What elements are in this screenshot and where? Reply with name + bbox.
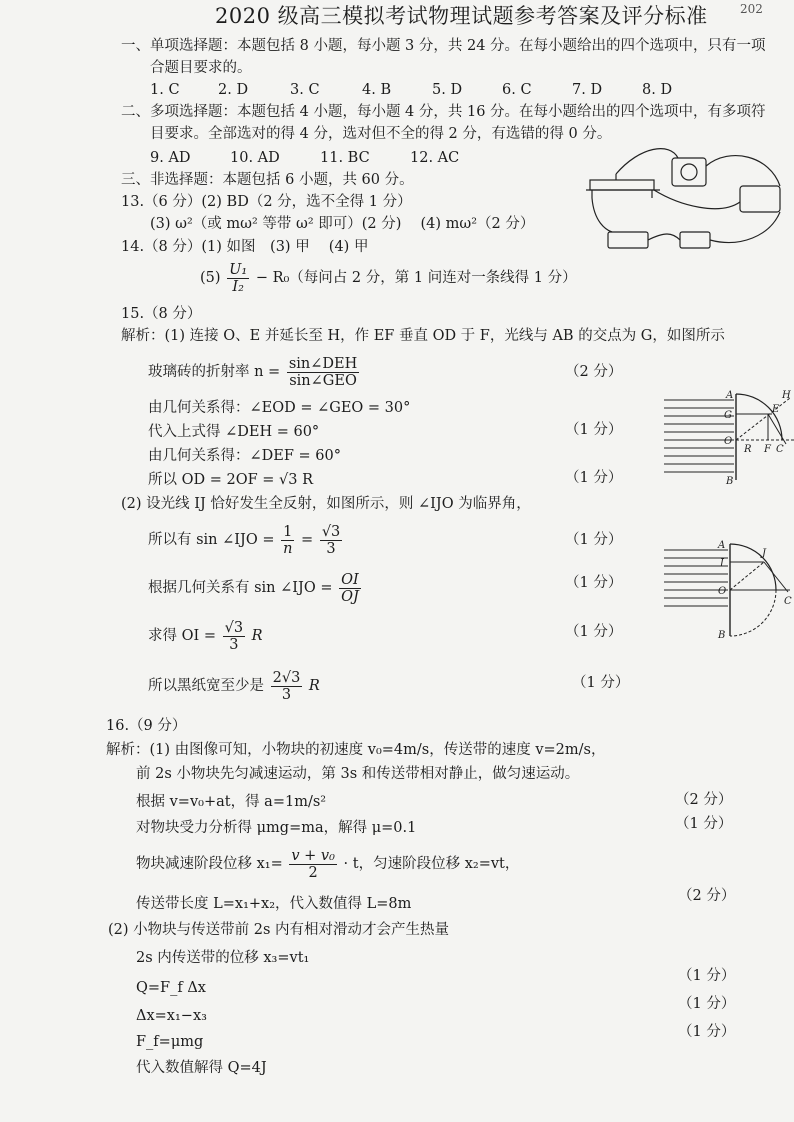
q14-part5 [200,260,577,296]
q15-l3-score: （1 分） [565,422,623,438]
q15-l9-num: 2√3 [272,669,301,686]
q15-l8-prefix: 求得 OI = [148,628,216,644]
q14-fraction-num: U₁ [229,261,248,278]
mc-answer-5: 5. D [432,82,463,98]
q15-geometry-eq [148,570,363,606]
q16-l8-score: （1 分） [678,968,736,984]
q16-l1: 解析：(1) 由图像可知，小物块的初速度 v₀=4m/s，传送带的速度 v=2m/s， [106,742,606,758]
q15-l6-score: （1 分） [565,532,623,548]
fig2-label-b: B [718,630,726,640]
multi-answer-12: 12. AC [410,150,460,166]
q15-l6-eq: = [301,532,314,548]
q16-l5-fraction [289,848,337,881]
q13-line1: 13.（6 分）(2) BD（2 分，选不全得 1 分） [121,194,412,210]
q15-l5: 所以 OD = 2OF = √3 R [148,472,314,488]
fig1-label-o: O [724,436,733,447]
q16-l5-den: 2 [308,864,318,881]
multi-answer-11: 11. BC [320,150,370,166]
circuit-apparatus-figure [580,136,794,266]
q15-analysis: 解析：(1) 连接 O、E 并延长至 H，作 EF 垂直 OD 于 F，光线与 AB 的交点为 G，如图所示 [121,328,725,344]
fig1-label-h: H [782,390,791,401]
q15-l1-prefix: 玻璃砖的折射率 n = [148,364,281,380]
mc-answer-6: 6. C [502,82,532,98]
multi-answer-9: 9. AD [150,150,191,166]
slide-rheostat-shape [590,180,654,190]
page-title: 2020 级高三模拟考试物理试题参考答案及评分标准 [215,4,708,28]
q14-part5-prefix: (5) [200,270,221,286]
fig1-label-b: B [726,476,734,487]
q16-part2: (2) 小物块与传送带前 2s 内有相对滑动才会产生热量 [108,922,450,938]
q15-l9-prefix: 所以黑纸宽至少是 [148,678,264,694]
fig2-label-o: O [718,586,727,597]
q15-l5-score: （1 分） [565,470,623,486]
q15-l8-suffix: R [251,628,263,644]
q15-part2: (2) 设光线 IJ 恰好发生全反射，如图所示，则 ∠IJO 为临界角， [121,496,531,512]
q15-heading: 15.（8 分） [121,306,202,322]
q16-l8: Q=F_f Δx [136,980,206,996]
q14-part5-suffix: − R₀（每问占 2 分，第 1 问连对一条线得 1 分） [255,270,577,286]
q16-l2: 前 2s 小物块先匀减速运动，第 3s 和传送带相对静止，做匀速运动。 [136,766,580,782]
q16-l7: 2s 内传送带的位移 x₃=vt₁ [136,950,310,966]
q16-l9: Δx=x₁−x₃ [136,1008,207,1024]
q15-l6-frac1 [281,524,294,557]
section2-intro-cont: 目要求。全部选对的得 4 分，选对但不全的得 2 分，有选错的得 0 分。 [150,126,612,142]
q13-line2: (3) ω²（或 mω² 等带 ω² 即可）(2 分) (4) mω²（2 分） [150,216,535,232]
switch-shape [608,232,648,248]
q16-l3: 根据 v=v₀+at，得 a=1m/s² [136,794,327,810]
q15-l1-den: sin∠GEO [289,372,357,389]
mc-answer-2: 2. D [218,82,249,98]
q14-fraction-den: I₂ [232,278,244,295]
fig1-label-f: F [764,444,771,455]
q15-l9-den: 3 [281,686,292,703]
q15-l7-prefix: 根据几何关系有 sin ∠IJO = [148,580,333,596]
q15-l6-n1: 1 [281,524,294,541]
q15-l6-prefix: 所以有 sin ∠IJO = [148,532,275,548]
q15-l9-score: （1 分） [572,675,630,691]
q15-l7-num: OI [339,572,361,589]
q16-l5-num: v + v₀ [291,847,335,864]
q16-l10-score: （1 分） [678,1024,736,1040]
mc-answer-1: 1. C [150,82,180,98]
q15-figure-2 [660,536,794,640]
meter-shape [672,158,706,186]
fig1-label-a: A [726,390,734,401]
q16-displacement-eq [136,846,519,882]
q14-fraction [227,262,249,295]
q15-width-eq [148,668,320,704]
q15-l6-d1: n [283,540,293,557]
q15-l7-den: OJ [341,588,359,605]
q16-l11: 代入数值解得 Q=4J [136,1060,267,1076]
q15-l6-n2: √3 [321,523,341,540]
q15-l6-d2: 3 [326,540,336,557]
q15-refraction-eq [148,354,361,390]
q15-oi-eq [148,618,263,654]
q15-l3: 代入上式得 ∠DEH = 60° [148,424,320,440]
fig2-label-c: C [784,596,792,607]
q15-sin-eq [148,522,344,558]
multi-answer-10: 10. AD [230,150,280,166]
q15-l9-fraction [271,670,303,703]
q15-l2: 由几何关系得：∠EOD = ∠GEO = 30° [148,400,411,416]
q15-l9-suffix: R [308,678,320,694]
fig1-label-e: E [772,404,780,415]
mc-answer-3: 3. C [290,82,320,98]
q14-line1: 14.（8 分）(1) 如图 (3) 甲 (4) 甲 [121,239,369,255]
q16-l10: F_f=μmg [136,1034,204,1050]
corner-text: 202 [740,2,763,16]
section3-intro: 三、非选择题：本题包括 6 小题，共 60 分。 [121,172,414,188]
q16-l6-score: （2 分） [678,888,736,904]
resistor-box-shape [680,232,710,248]
q15-l8-score: （1 分） [565,624,623,640]
mc-answer-7: 7. D [572,82,603,98]
q16-l4-score: （1 分） [675,816,733,832]
fig1-label-c: C [776,444,784,455]
q16-l6: 传送带长度 L=x₁+x₂，代入数值得 L=8m [136,896,412,912]
q16-l4: 对物块受力分析得 μmg=ma，解得 μ=0.1 [136,820,417,836]
mc-answer-4: 4. B [362,82,392,98]
q16-l5-prefix: 物块减速阶段位移 x₁= [136,856,283,872]
q15-figure-1 [660,384,794,488]
fig1-label-g: G [724,410,732,421]
q15-l6-frac2 [320,524,342,557]
q15-l4: 由几何关系得：∠DEF = 60° [148,448,341,464]
fig2-label-i: I [720,558,724,569]
q15-l8-den: 3 [229,636,239,653]
q15-l1-num: sin∠DEH [288,355,358,372]
q15-l8-num: √3 [224,619,244,636]
section1-intro-cont: 合题目要求的。 [150,60,252,76]
q15-l1-score: （2 分） [565,364,623,380]
q16-l5-suffix: · t，匀速阶段位移 x₂=vt， [343,856,520,872]
mc-answer-8: 8. D [642,82,673,98]
power-supply-shape [740,186,780,212]
q16-heading: 16.（9 分） [106,718,187,734]
q15-l7-fraction [339,572,361,605]
fig2-label-j: J [762,548,767,559]
q15-l1-fraction [287,356,359,389]
q15-l7-score: （1 分） [565,575,623,591]
q16-l3-score: （2 分） [675,792,733,808]
q16-l9-score: （1 分） [678,996,736,1012]
q15-l8-fraction [223,620,245,653]
section1-intro: 一、单项选择题：本题包括 8 小题，每小题 3 分，共 24 分。在每小题给出的四个选项中，只有一项 [121,38,766,54]
fig1-label-r: R [744,444,752,455]
section2-intro: 二、多项选择题：本题包括 4 小题，每小题 4 分，共 16 分。在每小题给出的四个选项中，有多项符 [121,104,766,120]
fig2-label-a: A [718,540,726,551]
